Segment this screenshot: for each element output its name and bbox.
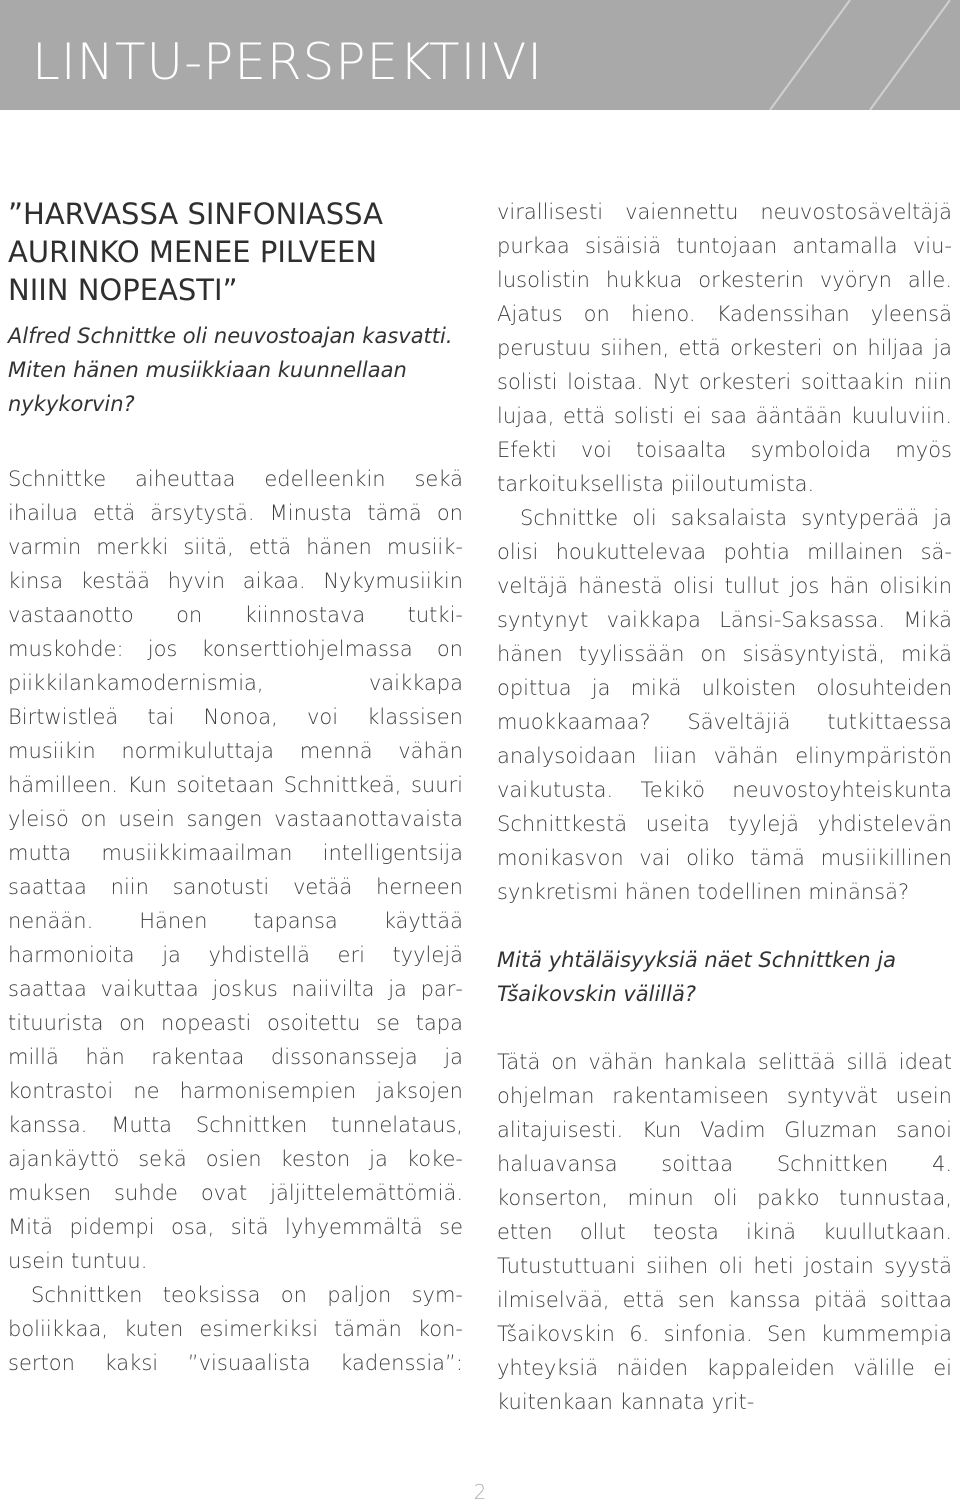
- headline-line: AURINKO MENEE PILVEEN: [8, 235, 378, 269]
- left-column: [8, 195, 463, 1380]
- header-band: [0, 0, 960, 110]
- interview-question: Mitä yhtäläisyyksiä näet Schnittken ja Tšaikovskin välillä?: [497, 948, 896, 1006]
- page-number: 2: [473, 1480, 487, 1504]
- article-headline: [8, 195, 463, 309]
- section-title: LINTU-PERSPEKTIIVI: [32, 33, 544, 91]
- headline-line: NIIN NOPEASTI”: [8, 273, 238, 307]
- headline-line: ”HARVASSA SINFONIASSA: [8, 197, 383, 231]
- body-paragraph: Tätä on vähän hankala selittää sillä ideat ohjelman rakentamiseen syntyvät usein alitajuisesti. Kun Vadim Gluzman sanoi haluavansa soittaa Schnittken 4. konserton, minun oli pakko tunnustaa, etten ollut teosta ikinä kuullutkaan. Tutustuttuani siihen oli heti jostain syystä ilmiselvää, että sen kanssa pitää soittaa Tšaikovskin 6. sinfonia. Sen kummempia yhteyksiä näiden kappaleiden välille ei kuitenkaan kannata yrit-: [497, 1050, 952, 1414]
- body-paragraph: Schnittke oli saksalaista syntyperää ja olisi houkuttelevaa pohtia millainen säveltäjä hänestä olisi tullut jos hän olisikin syntynyt vaikkapa Länsi-Saksassa. Mikä hänen tyylissään on sisäsyntyistä, mikä opittua ja mikä ulkoisten olosuhteiden muokkaamaa? Säveltäjiä tutkittaessa analysoidaan liian vähän elinympäristön vaikutusta. Tekikö neuvostoyhteiskunta Schnittkestä useita tyylejä yhdistelevän monikasvon vai oliko tämä musiikillinen synkretismi hänen todellinen minänsä?: [497, 506, 952, 904]
- article-lead: Alfred Schnittke oli neuvostoajan kasvatti. Miten hänen musiikkiaan kuunnellaan nykykorvin?: [8, 324, 453, 416]
- body-paragraph-continued: virallisesti vaiennettu neuvostosäveltäjä purkaa sisäisiä tuntojaan antamalla viulusolistin hukkua orkesterin vyöryn alle. Ajatus on hieno. Kadenssihan yleensä perustuu siihen, että orkesteri on hiljaa ja solisti loistaa. Nyt orkesteri soittaakin niin lujaa, että solisti ei saa ääntään kuuluviin. Efekti voi toisaalta symboloida myös tarkoituksellista piiloutumista.: [497, 200, 952, 496]
- body-paragraph: Schnittken teoksissa on paljon symboliikkaa, kuten esimerkiksi tämän konserton kaksi ”visuaalista kadenssia”:: [8, 1283, 463, 1375]
- body-paragraph: Schnittke aiheuttaa edelleenkin sekä ihailua että ärsytystä. Minusta tämä on varmin merkki siitä, että hänen musiikkinsa kestää hyvin aikaa. Nykymusiikin vastaanotto on kiinnostava tutkimuskohde: jos konserttiohjelmassa on piikkilankamodernismia, vaikkapa Birtwistleä tai Nonoa, voi klassisen musiikin normikuluttaja mennä vähän hämilleen. Kun soitetaan Schnittkeä, suuri yleisö on usein sangen vastaanottavaista mutta musiikkimaailman intelligentsija saattaa niin sanotusti vetää herneen nenään. Hänen tapansa käyttää harmonioita ja yhdistellä eri tyylejä saattaa vaikuttaa joskus naiivilta ja partituurista on nopeasti osoitettu se tapa millä hän rakentaa dissonansseja ja kontrastoi ne harmonisempien jaksojen kanssa. Mutta Schnittken tunnelataus, ajankäyttö sekä osien keston ja kokemuksen suhde ovat jäljittelemättömiä. Mitä pidempi osa, sitä lyhyemmältä se usein tuntuu.: [8, 467, 463, 1273]
- right-column: [497, 195, 952, 1419]
